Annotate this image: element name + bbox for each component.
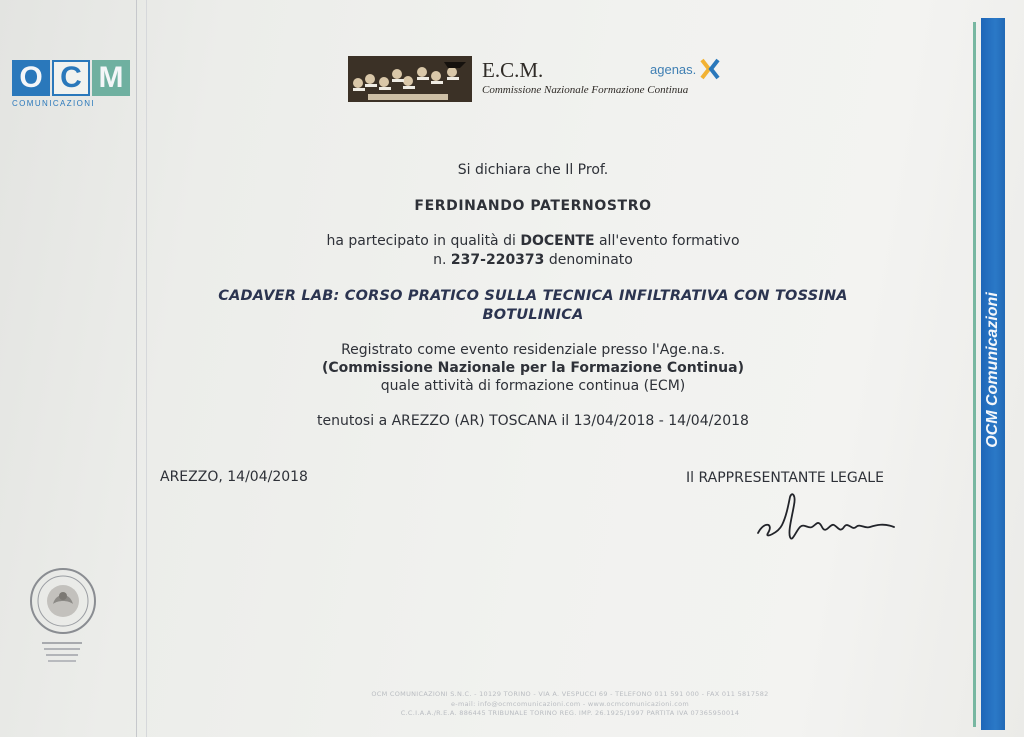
footer-company: OCM COMUNICAZIONI S.N.C. - 10129 TORINO - VIA A. VESPUCCI 69 - TELEFONO 011 591 000 - FAX 011 5817582 (371, 690, 769, 698)
event-number: 237-220373 (450, 252, 545, 268)
ocm-logo-letter-c: C (52, 60, 90, 96)
ocm-logo-letter-o: O (12, 60, 50, 96)
venue-line: tenutosi a AREZZO (AR) TOSCANA il 13/04/2018 - 14/04/2018 (317, 413, 749, 429)
recipient-name: FERDINANDO PATERNOSTRO (414, 198, 652, 214)
handwritten-signature (752, 487, 902, 547)
event-title (200, 287, 866, 325)
declaration-line: Si dichiara che Il Prof. (457, 162, 609, 178)
agenas-logo (650, 58, 721, 80)
event-title-line1: CADAVER LAB: CORSO PRATICO SULLA TECNICA INFILTRATIVA CON TOSSINA (218, 288, 848, 304)
event-number-line (200, 252, 866, 268)
paper-fold-left (136, 0, 137, 737)
footer-registry: C.C.I.A.A./R.E.A. 886445 TRIBUNALE TORINO REG. IMP. 26.1925/1997 PARTITA IVA 07365950014 (400, 709, 740, 717)
anatomy-lesson-painting (348, 56, 472, 102)
legal-representative-label: Il RAPPRESENTANTE LEGALE (686, 470, 884, 486)
side-band-accent (973, 22, 976, 727)
ecm-activity-line: quale attività di formazione continua (ECM) (380, 378, 686, 394)
ecm-title: E.C.M. (482, 58, 544, 82)
ocm-logo-subtitle: COMUNICAZIONI (12, 99, 96, 108)
ecm-subtitle: Commissione Nazionale Formazione Continua (482, 84, 689, 96)
footer-contacts: e-mail: info@ocmcomunicazioni.com - www.ocmcomunicazioni.com (451, 700, 689, 708)
ocm-logo-letter-m: M (92, 60, 130, 96)
role-prefix: ha partecipato in qualità di (326, 233, 521, 249)
registration-line: Registrato come evento residenziale presso l'Age.na.s. (341, 342, 725, 358)
event-title-line2: BOTULINICA (482, 307, 584, 323)
commission-line: (Commissione Nazionale per la Formazione Continua) (322, 360, 744, 376)
agenas-logo-text: agenas. (650, 61, 697, 77)
event-number-prefix: n. (433, 252, 451, 268)
ocm-logo (12, 60, 132, 110)
role-value: DOCENTE (520, 233, 595, 249)
paper-fold-left-inner (146, 0, 147, 737)
role-line (200, 233, 866, 249)
event-number-suffix: denominato (544, 252, 633, 268)
role-suffix: all'evento formativo (594, 233, 740, 249)
place-date: AREZZO, 14/04/2018 (160, 469, 308, 485)
medical-seal-icon (28, 566, 98, 636)
side-band-text: OCM Comunicazioni (984, 292, 1001, 448)
seal-caption-mark (40, 640, 84, 664)
agenas-mark-icon (699, 58, 721, 80)
